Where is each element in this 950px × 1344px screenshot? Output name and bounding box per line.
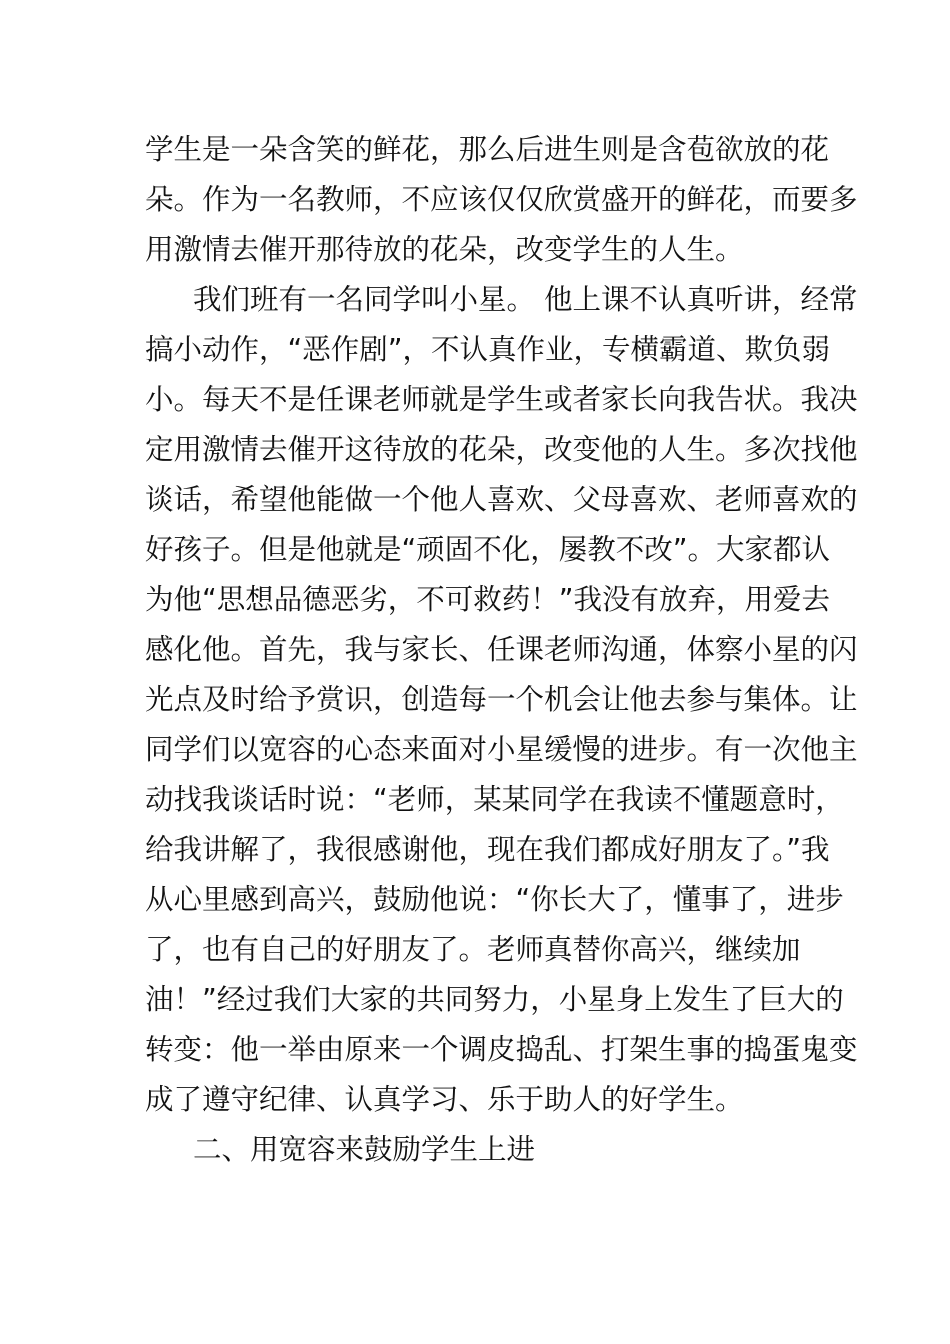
text-line: 感化他。首先，我与家长、任课老师沟通，体察小星的闪 <box>145 633 858 666</box>
text-line: 小。每天不是任课老师就是学生或者家长向我告状。我决 <box>145 383 858 416</box>
text-line: 学生是一朵含笑的鲜花，那么后进生则是含苞欲放的花 <box>145 133 830 166</box>
paragraph-first-line: 我们班有一名同学叫小星。 他上课不认真听讲，经常 <box>193 283 858 316</box>
text-line: 给我讲解了，我很感谢他，现在我们都成好朋友了。”我 <box>145 833 830 866</box>
text-line: 油！”经过我们大家的共同努力，小星身上发生了巨大的 <box>145 983 844 1016</box>
text-line: 同学们以宽容的心态来面对小星缓慢的进步。有一次他主 <box>145 733 858 766</box>
text-line: 用激情去催开那待放的花朵，改变学生的人生。 <box>145 233 744 266</box>
text-line: 搞小动作，“恶作剧”，不认真作业，专横霸道、欺负弱 <box>145 333 831 366</box>
text-line: 了，也有自己的好朋友了。老师真替你高兴，继续加 <box>145 933 801 966</box>
text-line: 光点及时给予赏识，创造每一个机会让他去参与集体。让 <box>145 683 858 716</box>
text-line: 转变：他一举由原来一个调皮捣乱、打架生事的捣蛋鬼变 <box>145 1033 858 1066</box>
text-line: 定用激情去催开这待放的花朵，改变他的人生。多次找他 <box>145 433 858 466</box>
text-line: 成了遵守纪律、认真学习、乐于助人的好学生。 <box>145 1083 744 1116</box>
text-line: 动找我谈话时说：“老师，某某同学在我读不懂题意时， <box>145 783 844 816</box>
text-line: 朵。作为一名教师，不应该仅仅欣赏盛开的鲜花，而要多 <box>145 183 858 216</box>
text-line: 谈话，希望他能做一个他人喜欢、父母喜欢、老师喜欢的 <box>145 483 858 516</box>
section-heading: 二、用宽容来鼓励学生上进 <box>193 1133 536 1166</box>
text-line: 从心里感到高兴，鼓励他说：“你长大了，懂事了，进步 <box>145 883 844 916</box>
text-line: 为他“思想品德恶劣，不可救药！”我没有放弃，用爱去 <box>145 583 831 616</box>
text-line: 好孩子。但是他就是“顽固不化，屡教不改”。大家都认 <box>145 533 831 566</box>
